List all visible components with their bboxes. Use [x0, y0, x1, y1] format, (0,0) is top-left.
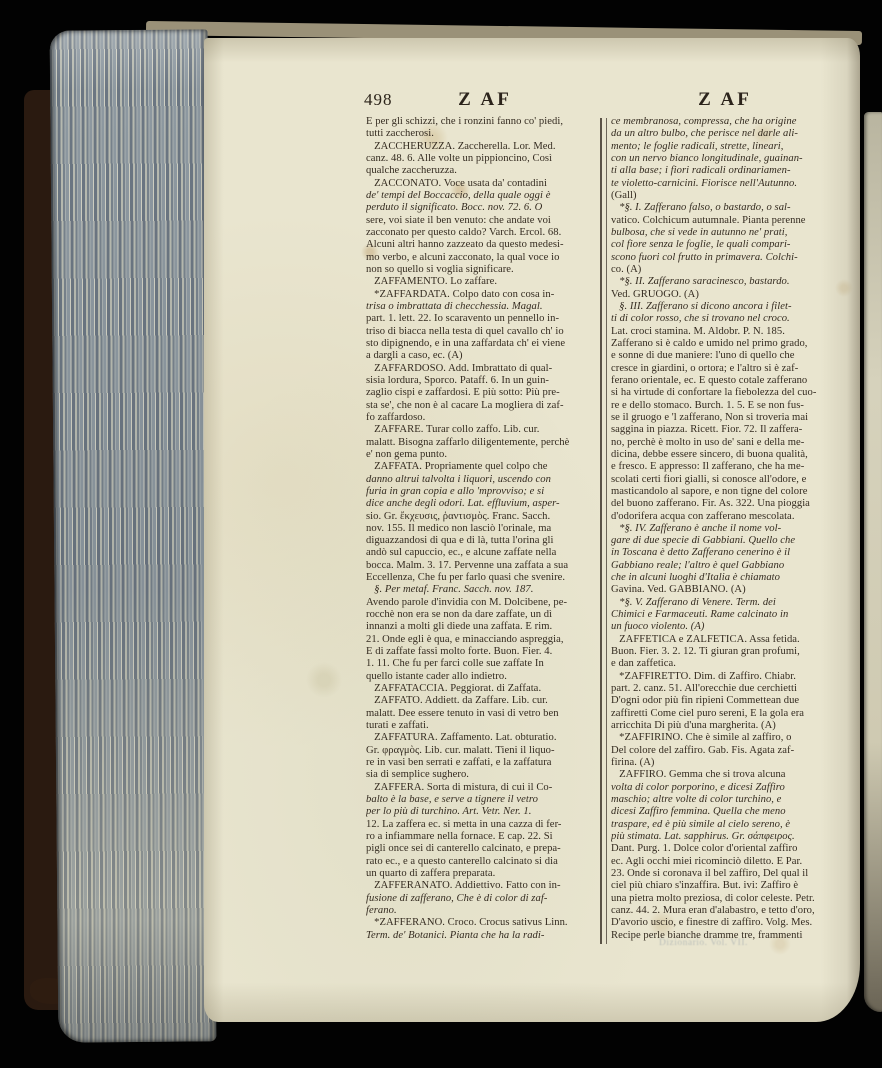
text-line: tutti zaccherosi.	[366, 128, 434, 140]
text-line: Chimici e Farmaceuti. Rame calcinato in	[611, 609, 789, 621]
text-line: ti di color rosso, che si trovano nel croco.	[611, 313, 790, 325]
text-line: *ZAFFERANO. Croco. Crocus sativus Linn.	[366, 917, 568, 929]
text-line: del buono zafferano. Fir. As. 322. Una pioggia	[611, 498, 810, 510]
text-line: Recipe perle bianche dramme tre, frammenti	[611, 929, 803, 941]
text-line: ec. Agli occhi miei ricominciò diletto. E Par.	[611, 855, 803, 867]
text-line: pigli once sei di canterello calcinato, e prepa-	[366, 843, 561, 855]
text-line: ce membranosa, compressa, che ha origine	[611, 116, 797, 127]
text-line: col fiore senza le foglie, le quali compari-	[611, 239, 791, 251]
text-line: ti alla base; i fiori radicali ordinariamen-	[611, 165, 791, 177]
text-line: che in alcuni luoghi d'Italia è chiamato	[611, 572, 781, 584]
text-line: Ved. GRUOGO. (A)	[611, 288, 699, 300]
text-line: *§. V. Zafferano di Venere. Term. dei	[611, 596, 776, 608]
text-line: e dan zaffetica.	[611, 658, 677, 670]
text-line: malatt. Bisogna zaffarlo diligentemente, perchè	[366, 436, 570, 448]
text-line: triso di biacca nella testa di quel cavallo ch' io	[366, 325, 564, 337]
text-line: non so quello si voglia significare.	[366, 263, 514, 275]
text-line: quello istante cader allo indietro.	[366, 670, 507, 682]
text-line: per lo più di turchino. Art. Vetr. Ner. 1.	[366, 806, 532, 818]
text-line: perduto il significato. Bocc. nov. 72. 6. O	[366, 202, 543, 214]
text-line: *ZAFFIRINO. Che è simile al zaffiro, o	[611, 732, 792, 744]
text-line: se il gruogo e 'l zafferano, Non si troveria mai	[611, 411, 809, 423]
text-line: E per gli schizzi, che i ronzini fanno co' piedi,	[366, 116, 564, 127]
text-line: fusione di zafferano, Che è di color di zaf-	[366, 892, 548, 904]
text-line: Zafferano si è caldo e umido nel primo grado,	[611, 337, 808, 349]
text-line: gare di due specie di Gabbiani. Quello che	[611, 535, 796, 547]
text-line: ZAFFATACCIA. Peggiorat. di Zaffata.	[366, 683, 542, 695]
text-line: malatt. Dee essere tenuto in vasi di vetro ben	[366, 707, 559, 719]
text-line: bocca. Malm. 3. 17. Pervenne una zaffata a sua	[366, 559, 569, 571]
text-line: 12. La zaffera ec. si metta in una cazza di fer-	[366, 818, 562, 830]
text-line: masticandolo al sapore, e non tigne del colore	[611, 485, 808, 497]
text-line: §. III. Zafferano si dicono ancora i filet-	[611, 300, 792, 312]
text-line: maschio; altre volte di color turchino, e	[611, 794, 782, 806]
text-line: danno altrui talvolta i liquori, uscendo con	[366, 473, 551, 485]
text-line: 23. Onde si coronava il bel zaffiro, Del qual il	[611, 868, 809, 880]
text-line: qualche zaccheruzza.	[366, 165, 457, 177]
text-line: bulbosa, che si vede in autunno ne' prati,	[611, 226, 788, 238]
text-line: sta se', che non è al cacare La mogliera di zaf-	[366, 399, 564, 411]
text-line: con un nervo bianco longitudinale, guainan-	[611, 152, 803, 164]
text-line: fo zaffardoso.	[366, 411, 426, 423]
text-line: Buon. Fier. 3. 2. 12. Ti giuran gran profumi,	[611, 646, 800, 658]
text-line: dice anche degli odori. Lat. effluvium, asper-	[366, 498, 560, 510]
text-line: D'avorio uscio, e finestre di zaffiro. Volg. Mes.	[611, 917, 813, 929]
facing-page-edge	[864, 112, 882, 1012]
text-line: nov. 155. Il medico non lasciò l'orinale, ma	[366, 522, 552, 534]
text-line: co. (A)	[611, 263, 642, 275]
text-line: sio. Gr. ἔκχευσις, ῥαντισμὸς. Franc. Sacch.	[366, 510, 551, 522]
text-line: arricchita Di più d'una margherita. (A)	[611, 720, 776, 732]
text-line: un fuoco violento. (A)	[611, 621, 705, 633]
text-line: dicesi Zaffiro femmina. Quella che meno	[611, 806, 786, 818]
text-line: Term. de' Botanici. Pianta che ha la radi-	[366, 929, 545, 941]
page-number: 498	[364, 90, 393, 109]
book-fore-edge-pages	[50, 29, 217, 1042]
text-line: ZAFFETICA e ZALFETICA. Assa fetida.	[611, 633, 800, 645]
text-column-left	[366, 116, 602, 944]
text-line: d'odorifera acqua con zafferano mescolata.	[611, 510, 795, 522]
text-line: ZAFFERA. Sorta di mistura, di cui il Co-	[366, 781, 553, 793]
text-line: Avendo parole d'invidia con M. Dolcibene, pe-	[366, 596, 568, 608]
text-line: part. 2. canz. 51. All'orecchie due cerchietti	[611, 683, 797, 695]
text-line: a dargli a caso, ec. (A)	[366, 350, 463, 362]
text-line: re in vasi ben serrati e zaffati, e la zaffatura	[366, 757, 552, 769]
text-line: *§. I. Zafferano falso, o bastardo, o sal-	[611, 202, 791, 214]
text-line: sere, voi siate il ben venuto: che andate voi	[366, 214, 551, 226]
text-line: *ZAFFIRETTO. Dim. di Zaffiro. Chiabr.	[611, 670, 796, 682]
text-line: rato ec., e a questo canterello calcinato si dia	[366, 855, 558, 867]
text-line: più stimata. Lat. sapphirus. Gr. σάπφειρος.	[611, 831, 795, 843]
text-line: vatico. Colchicum autumnale. Pianta perenne	[611, 214, 806, 226]
text-line: canz. 48. 6. Alle volte un pippioncino, Così	[366, 152, 553, 164]
text-line: e sonne di due maniere: l'uno di quello che	[611, 350, 795, 362]
text-line: E di zaffate fassi molto forte. Buon. Fier. 4.	[366, 646, 553, 658]
text-line: traspare, ed è più simile al cielo sereno, è	[611, 818, 791, 830]
text-line: scolati certi fiori gialli, si conosce all'odore, e	[611, 473, 807, 485]
text-line: cresce in giardini, o ortora; e l'altro si è zaf-	[611, 362, 799, 374]
text-line: zacconato per questo caldo? Varch. Ercol. 68.	[366, 226, 562, 238]
text-line: ZAFFERANATO. Addiettivo. Fatto con in-	[366, 880, 561, 892]
text-line: no, perchè è molto in uso de' sani e della me-	[611, 436, 805, 448]
text-line: part. 1. lett. 22. Io scaravento un pennello in-	[366, 313, 560, 325]
text-line: Alcuni altri hanno zazzeato da questo medesi-	[366, 239, 564, 251]
text-line: (Gall)	[611, 189, 637, 201]
text-line: volta di color porporino, e dicesi Zaffiro	[611, 781, 785, 793]
running-header-left: Z AF	[458, 89, 512, 110]
text-line: balto è la base, e serve a tignere il vetro	[366, 794, 538, 806]
text-line: ZAFFARDOSO. Add. Imbrattato di qual-	[366, 362, 553, 374]
text-line: 1. 11. Che fu per farci colle sue zaffate In	[366, 658, 544, 670]
text-line: canz. 44. 2. Mura eran d'alabastro, e tetto d'oro,	[611, 905, 815, 916]
text-line: dicina, debbe essere sincero, di buona qualità,	[611, 448, 808, 460]
text-line: si ha virtude di confortare la fiebolezza del cuo-	[611, 387, 817, 399]
text-line: de' tempi del Boccaccio, della quale oggi è	[366, 189, 551, 201]
text-line: ZAFFAMENTO. Lo zaffare.	[366, 276, 498, 288]
text-line: sia di semplice sughero.	[366, 769, 469, 781]
text-line: mo verbo, e alcuni zacconato, la qual voce io	[366, 251, 560, 263]
text-line: diguazzandosi di qua e di là, tutta l'orina gli	[366, 535, 554, 547]
text-line: Gavina. Ved. GABBIANO. (A)	[611, 584, 746, 596]
text-line: Gabbiano reale; l'altro è quel Gabbiano	[611, 559, 785, 571]
text-line: andò sul capuccio, ec., e alcune zaffate nella	[366, 547, 557, 559]
text-line: ZAFFARE. Turar collo zaffo. Lib. cur.	[366, 424, 540, 436]
text-line: sisia lordura, Sporco. Pataff. 6. In un guin-	[366, 374, 550, 386]
text-line: *§. II. Zafferano saracinesco, bastardo.	[611, 276, 790, 288]
text-line: turati e zaffati.	[366, 720, 429, 732]
text-line: zaffiretti Come ciel puro sereni, E la gola era	[611, 707, 805, 719]
text-line: Eccellenza, Che fu per farlo quasi che svenire.	[366, 572, 566, 584]
text-line: trisa o imbrattata di checchessia. Magal.	[366, 300, 543, 312]
text-line: ZAFFIRO. Gemma che si trova alcuna	[611, 769, 786, 781]
text-line: ZAFFATA. Propriamente quel colpo che	[366, 461, 548, 473]
text-line: ZACCONATO. Voce usata da' contadini	[366, 177, 547, 189]
text-line: mento; le foglie radicali, strette, lineari,	[611, 140, 784, 152]
text-line: ZAFFATURA. Zaffamento. Lat. obturatio.	[366, 732, 557, 744]
text-line: e' non gema punto.	[366, 448, 448, 460]
text-line: ZAFFATO. Addiett. da Zaffare. Lib. cur.	[366, 695, 548, 707]
text-line: Lat. croci stamina. M. Aldobr. P. N. 185.	[611, 325, 785, 337]
text-line: un quarto di zaffera preparata.	[366, 868, 496, 880]
text-line: in Toscana è detto Zafferano cenerino è il	[611, 547, 791, 559]
text-line: *ZAFFARDATA. Colpo dato con cosa in-	[366, 288, 555, 300]
text-line: Gr. φραγμὸς. Lib. cur. malatt. Tieni il liquo-	[366, 744, 555, 756]
text-line: firina. (A)	[611, 757, 655, 769]
text-line: §. Per metaf. Franc. Sacch. nov. 187.	[366, 584, 534, 596]
text-line: Dant. Purg. 1. Dolce color d'oriental zaffiro	[611, 843, 798, 855]
book-page	[204, 38, 860, 1022]
text-line: te violetto-carnicini. Fiorisce nell'Autunno.	[611, 177, 798, 189]
text-line: ZACCHERUZZA. Zaccherella. Lor. Med.	[366, 140, 556, 152]
text-line: innanzi a molti gli diede una zaffata. E rim.	[366, 621, 553, 633]
text-line: Del colore del zaffiro. Gab. Fis. Agata zaf-	[611, 744, 795, 756]
text-line: ferano orientale, ec. E questo cotale zafferano	[611, 374, 808, 386]
bleed-through-imprint-text: Dizionario. Vol. VII.	[659, 938, 748, 948]
text-line: D'ogni odor più fin ripieni Commettean due	[611, 695, 800, 707]
text-line: una pietra molto preziosa, di color celeste. Petr.	[611, 892, 815, 904]
text-line: rocchè non era se non da dare zaffate, un dì	[366, 609, 553, 621]
text-line: ciel più chiaro s'inzaffira. But. ivi: Zaffiro è	[611, 880, 799, 892]
text-line: ro a infiammare nella fornace. E cap. 22. Si	[366, 831, 553, 843]
text-line: furia in gran copia e allo 'mprovviso; e si	[366, 485, 545, 497]
text-line: 21. Onde egli è qua, e minacciando aspreggia,	[366, 633, 564, 645]
running-header-right: Z AF	[698, 89, 752, 110]
text-line: scono fuori col frutto in primavera. Colchi-	[611, 251, 798, 263]
text-line: re e dello stomaco. Burch. 1. 5. E se non fus-	[611, 399, 804, 411]
text-line: sto dipignendo, e in una zaffardata ch' ei viene	[366, 337, 566, 349]
text-line: da un altro bulbo, che perisce nel darle ali-	[611, 128, 798, 140]
text-line: e fresco. E appresso: Il zafferano, che ha me-	[611, 461, 805, 473]
text-line: zaglio cispi e zaffardosi. E più sotto: Più pre-	[366, 387, 560, 399]
text-line: ferano.	[366, 905, 397, 916]
text-line: *§. IV. Zafferano è anche il nome vol-	[611, 522, 782, 534]
text-column-right	[611, 116, 845, 944]
text-line: saggina in piazza. Ricett. Fior. 72. Il zaffera-	[611, 424, 803, 436]
